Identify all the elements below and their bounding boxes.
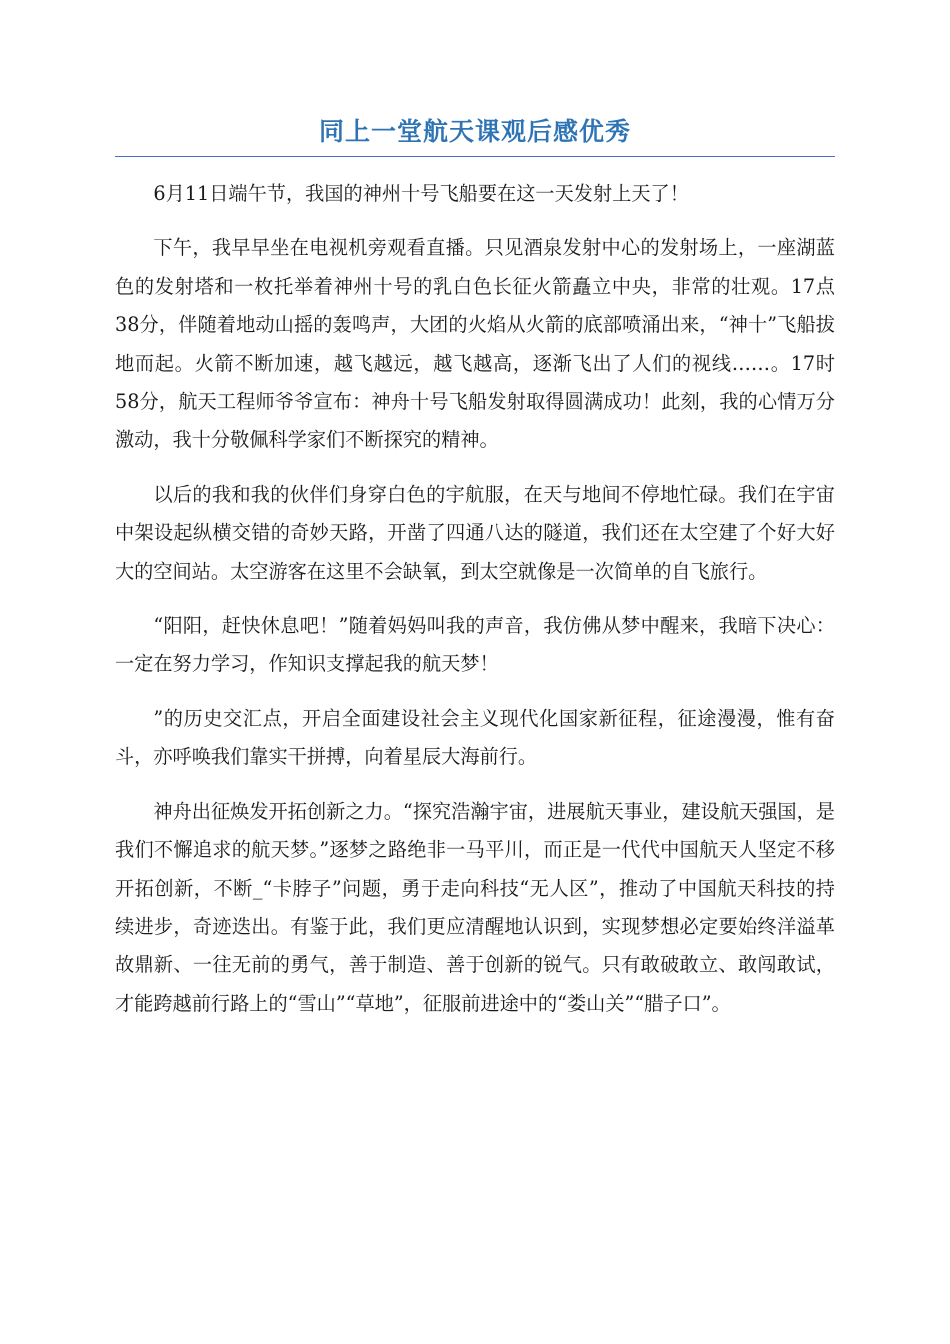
document-page: [115, 100, 835, 1039]
paragraph-4: “阳阳，赶快休息吧！”随着妈妈叫我的声音，我仿佛从梦中醒来，我暗下决心：一定在努力学习，作知识支撑起我的航天梦！: [115, 614, 835, 676]
paragraph-1: 6月11日端午节，我国的神州十号飞船要在这一天发射上天了！: [153, 182, 689, 205]
document-title: 同上一堂航天课观后感优秀: [318, 117, 631, 146]
paragraph-5: ”的历史交汇点，开启全面建设社会主义现代化国家新征程，征途漫漫，惟有奋斗，亦呼唤我们靠实干拼搏，向着星辰大海前行。: [115, 706, 835, 769]
paragraph-6: 神舟出征焕发开拓创新之力。“探究浩瀚宇宙，进展航天事业，建设航天强国，是我们不懈追求的航天梦。”逐梦之路绝非一马平川，而正是一代代中国航天人坚定不移开拓创新，不断_“卡脖子”问题，勇于走向科技“无人区”，推动了中国航天科技的持续进步，奇迹迭出。有鉴于此，我们更应清醒地认识到，实现梦想必定要始终洋溢革故鼎新、一往无前的勇气，善于制造、善于创新的锐气。只有敢破敢立、敢闯敢试，才能跨越前行路上的“雪山”“草地”，征服前进途中的“娄山关”“腊子口”。: [115, 799, 835, 1015]
paragraph-3: 以后的我和我的伙伴们身穿白色的宇航服，在天与地间不停地忙碌。我们在宇宙中架设起纵横交错的奇妙天路，开凿了四通八达的隧道，我们还在太空建了个好大好大的空间站。太空游客在这里不会缺氧，到太空就像是一次简单的自飞旅行。: [115, 482, 835, 583]
title-underline: [115, 156, 835, 157]
paragraph-2: 下午，我早早坐在电视机旁观看直播。只见酒泉发射中心的发射场上，一座湖蓝色的发射塔和一枚托举着神州十号的乳白色长征火箭矗立中央，非常的壮观。17点38分，伴随着地动山摇的轰鸣声，大团的火焰从火箭的底部喷涌出来，“神十”飞船拔地而起。火箭不断加速，越飞越远，越飞越高，逐渐飞出了人们的视线……。17时58分，航天工程师爷爷宣布：神舟十号飞船发射取得圆满成功！此刻，我的心情万分激动，我十分敬佩科学家们不断探究的精神。: [115, 236, 835, 452]
